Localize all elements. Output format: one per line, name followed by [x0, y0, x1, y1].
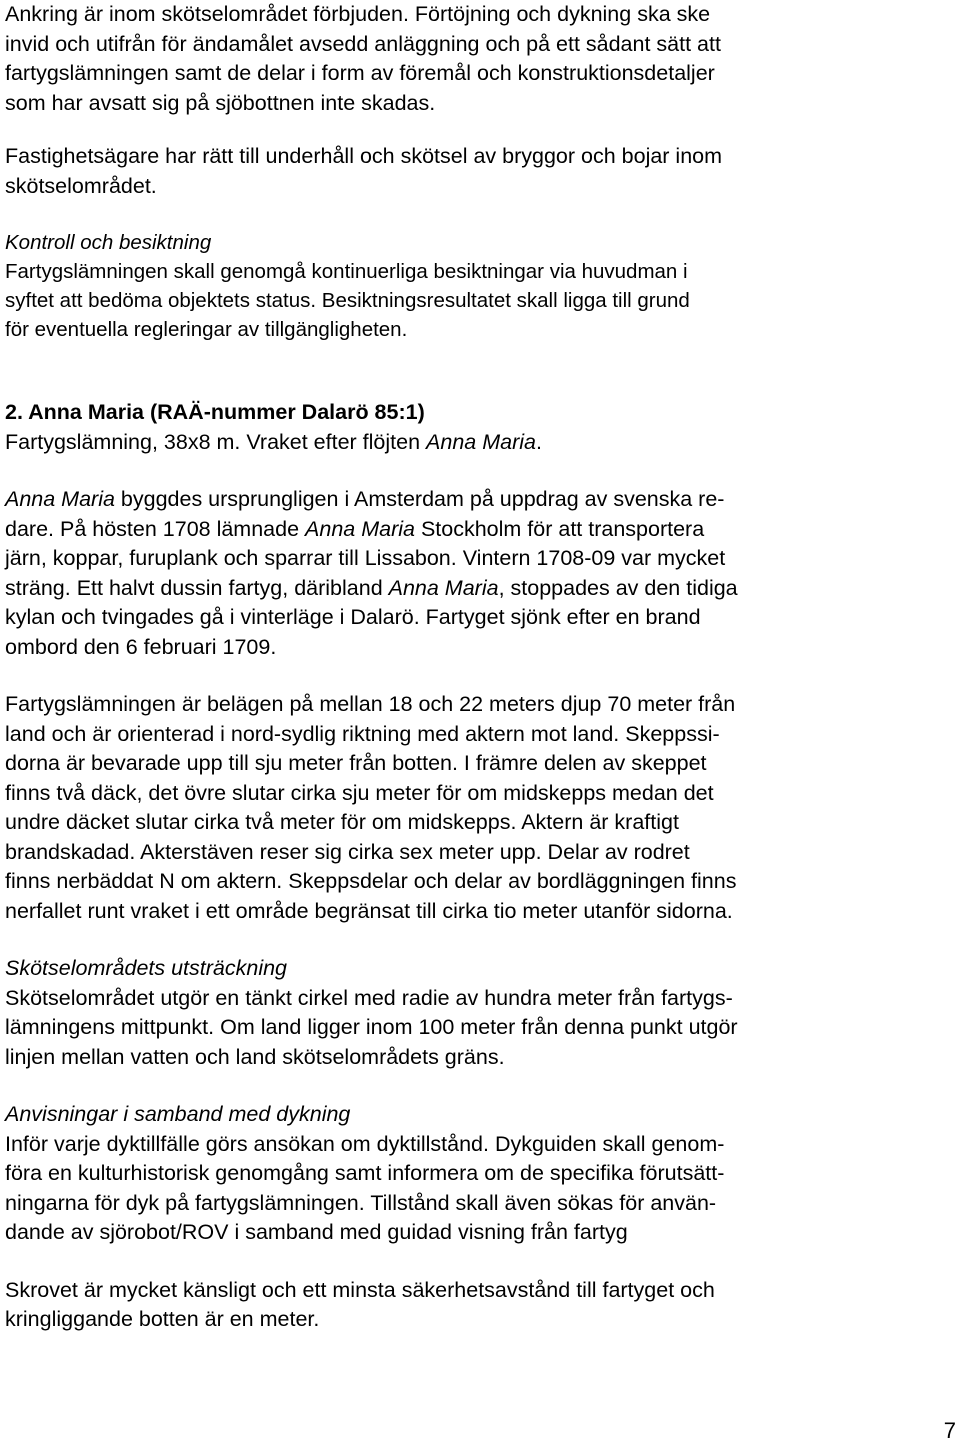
ship-name: Anna Maria: [305, 516, 415, 541]
text-line: Ankring är inom skötselområdet förbjuden. Förtöjning och dykning ska ske: [5, 2, 711, 26]
paragraph-gap: [5, 1248, 950, 1276]
text-line: [5, 574, 950, 604]
section-heading: Anvisningar i samband med dykning: [5, 1102, 351, 1126]
text-line: [5, 515, 950, 545]
text-line: syftet att bedöma objektets status. Besiktningsresultatet skall ligga till grund: [5, 289, 690, 312]
text-fragment: Stockholm för att transportera: [414, 516, 705, 541]
owner-rights-paragraph: [5, 142, 950, 201]
text-line: Skötselområdet utgör en tänkt cirkel med radie av hundra meter från fartygs-: [5, 985, 733, 1010]
document-page: [5, 0, 950, 1335]
text-line: ningarna för dyk på fartygslämningen. Tillstånd skall även sökas för använ-: [5, 1190, 717, 1215]
paragraph-gap: [5, 926, 950, 954]
text-line: land och är orienterad i nord-sydlig riktning med aktern mot land. Skeppssi-: [5, 721, 720, 746]
diving-section: [5, 1100, 950, 1248]
text-line: för eventuella regleringar av tillgängligheten.: [5, 318, 408, 341]
text-line: järn, koppar, furuplank och sparrar till Lissabon. Vintern 1708-09 var mycket: [5, 546, 726, 570]
ship-name: Anna Maria: [5, 487, 115, 511]
text-line: som har avsatt sig på sjöbottnen inte skadas.: [5, 90, 436, 115]
text-line: kylan och tvingades gå i vinterläge i Dalarö. Fartyget sjönk efter en brand: [5, 605, 701, 629]
wreck-header: [5, 398, 950, 457]
anchoring-paragraph: [5, 0, 950, 118]
text-line: lämningens mittpunkt. Om land ligger inom 100 meter från denna punkt utgör: [5, 1015, 738, 1039]
page-number: 7: [943, 1418, 956, 1443]
text-line: Fastighetsägare har rätt till underhåll och skötsel av bryggor och bojar inom: [5, 144, 723, 168]
paragraph-gap: [5, 457, 950, 485]
history-paragraph: [5, 485, 950, 662]
text-line: skötselområdet.: [5, 173, 157, 198]
text-line: föra en kulturhistorisk genomgång samt informera om de specifika förutsätt-: [5, 1161, 725, 1185]
subtitle-prefix: Fartygslämning, 38x8 m. Vraket efter flöjten: [5, 429, 427, 454]
text-line: [5, 485, 950, 515]
paragraph-gap: [5, 201, 950, 228]
safety-paragraph: [5, 1276, 950, 1335]
text-line: finns två däck, det övre slutar cirka sju meter för om midskepps medan det: [5, 780, 714, 805]
text-line: linjen mellan vatten och land skötselområdets gräns.: [5, 1044, 505, 1069]
ship-name: Anna Maria: [388, 575, 499, 600]
wreck-subtitle: [5, 428, 950, 458]
text-fragment: sträng. Ett halvt dussin fartyg, däribland: [5, 575, 389, 600]
text-line: Fartygslämningen skall genomgå kontinuerliga besiktningar via huvudman i: [5, 260, 688, 283]
paragraph-gap: [5, 1072, 950, 1100]
paragraph-gap: [5, 118, 950, 142]
text-fragment: , stoppades av den tidiga: [498, 575, 738, 600]
section-gap: [5, 344, 950, 398]
text-line: Skrovet är mycket känsligt och ett minsta säkerhetsavstånd till fartyget och: [5, 1277, 715, 1302]
section-heading: Skötselområdets utsträckning: [5, 956, 288, 980]
text-line: invid och utifrån för ändamålet avsedd anläggning och på ett sådant sätt att: [5, 31, 721, 56]
text-line: finns nerbäddat N om aktern. Skeppsdelar och delar av bordläggningen finns: [5, 869, 737, 893]
text-line: undre däcket slutar cirka två meter för om midskepps. Aktern är kraftigt: [5, 810, 679, 834]
inspection-section: [5, 228, 950, 344]
text-line: ombord den 6 februari 1709.: [5, 634, 277, 659]
wreck-title: 2. Anna Maria (RAÄ-nummer Dalarö 85:1): [5, 400, 425, 424]
paragraph-gap: [5, 662, 950, 690]
text-line: brandskadad. Akterstäven reser sig cirka sex meter upp. Delar av rodret: [5, 839, 690, 864]
text-line: Fartygslämningen är belägen på mellan 18 och 22 meters djup 70 meter från: [5, 692, 736, 716]
text-line: dande av sjörobot/ROV i samband med guidad visning från fartyg: [5, 1220, 628, 1244]
subtitle-suffix: .: [535, 429, 542, 454]
extent-section: [5, 954, 950, 1072]
section-heading: Kontroll och besiktning: [5, 231, 212, 254]
text-line: dorna är bevarade upp till sju meter från botten. I främre delen av skeppet: [5, 751, 707, 775]
text-fragment: dare. På hösten 1708 lämnade: [5, 516, 306, 541]
text-line: kringliggande botten är en meter.: [5, 1307, 320, 1331]
text-line: nerfallet runt vraket i ett område begränsat till cirka tio meter utanför sidorna.: [5, 898, 733, 923]
ship-name: Anna Maria: [426, 429, 536, 454]
text-line: Inför varje dyktillfälle görs ansökan om dyktillstånd. Dykguiden skall genom-: [5, 1131, 725, 1156]
text-line: fartygslämningen samt de delar i form av föremål och konstruktionsdetaljer: [5, 61, 715, 85]
location-paragraph: [5, 690, 950, 926]
text-fragment: byggdes ursprungligen i Amsterdam på uppdrag av svenska re-: [114, 487, 725, 511]
